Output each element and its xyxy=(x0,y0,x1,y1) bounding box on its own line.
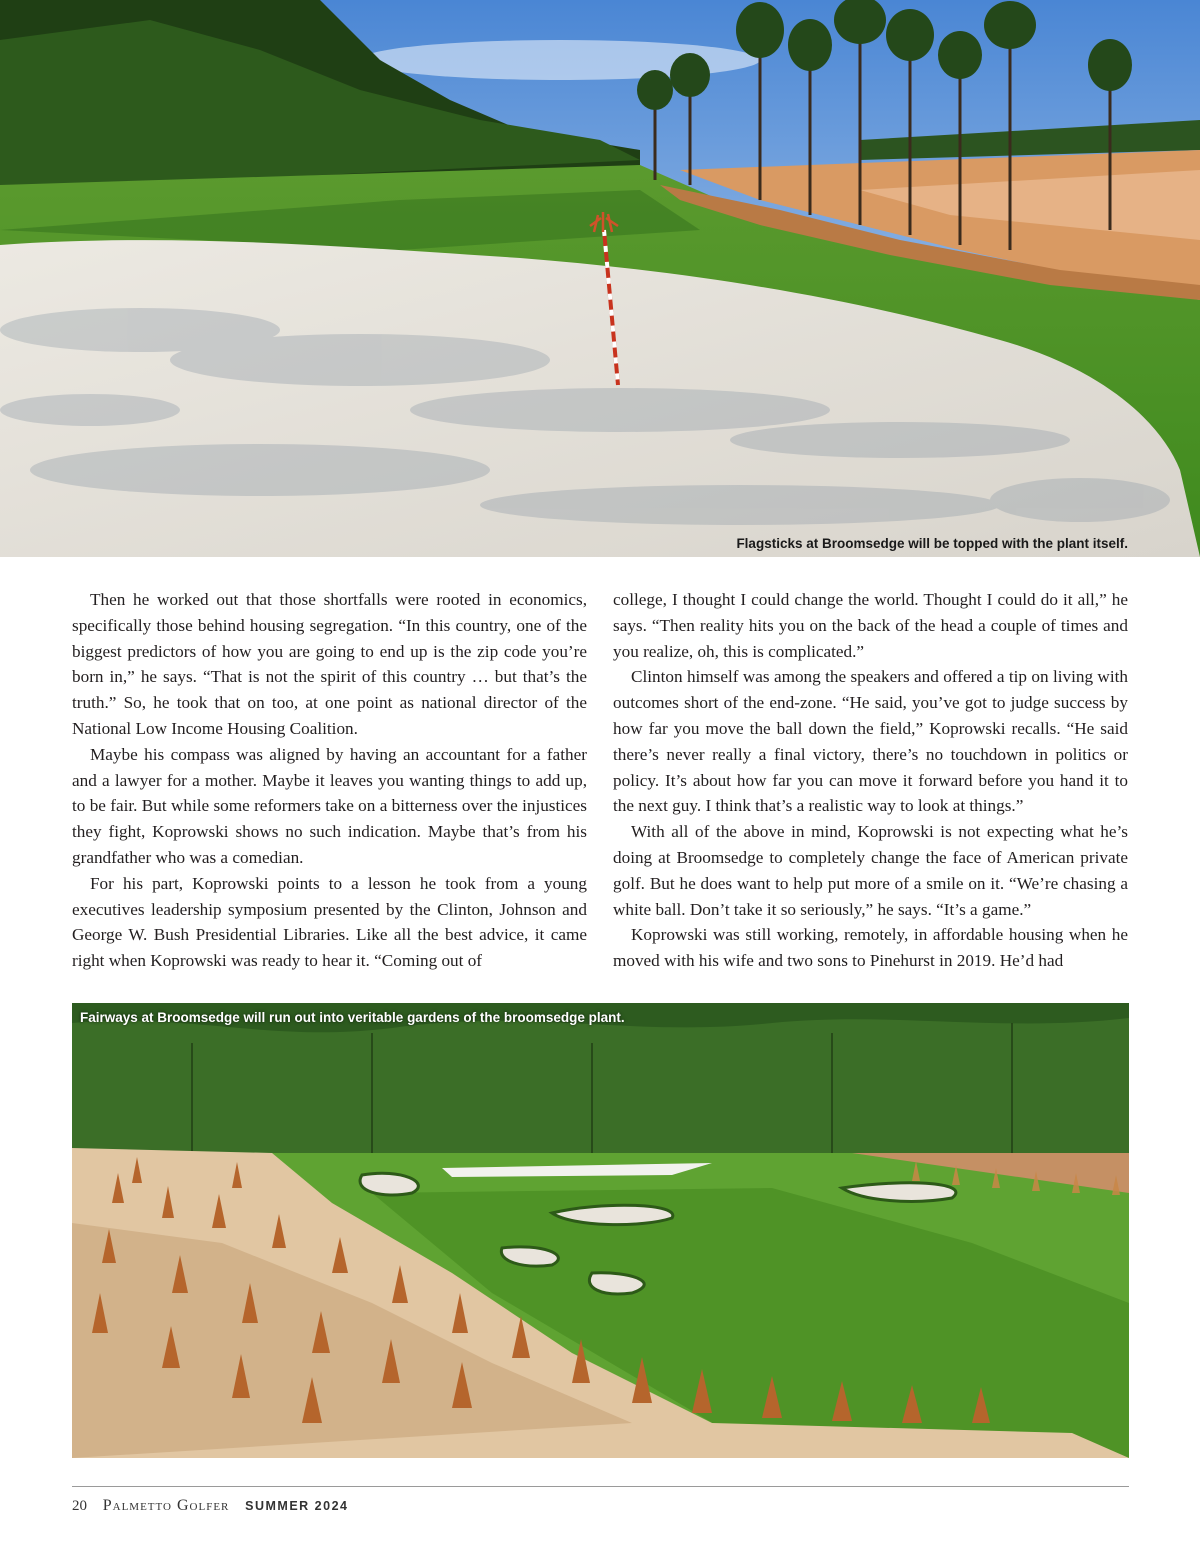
article-column-left xyxy=(72,587,587,974)
issue-label: SUMMER 2024 xyxy=(245,1499,349,1513)
bottom-photo-caption: Fairways at Broomsedge will run out into veritable gardens of the broomsedge plant. xyxy=(80,1010,625,1025)
paragraph: Maybe his compass was aligned by having an accountant for a father and a lawyer for a mother. Maybe it leaves you wanting things to add up, to be fair. But while some reformers take on a bitterness over the injustices they fight, Koprowski shows no such indication. Maybe that’s from his grandfather who was a comedian. xyxy=(72,744,587,867)
paragraph: For his part, Koprowski points to a lesson he took from a young executives leadership symposium presented by the Clinton, Johnson and George W. Bush Presidential Libraries. Like all the best advice, it came right when Koprowski was ready to hear it. “Coming out of xyxy=(72,873,587,971)
top-photo xyxy=(0,0,1200,557)
paragraph: Koprowski was still working, remotely, in affordable housing when he moved with his wife and two sons to Pinehurst in 2019. He’d had xyxy=(613,925,1128,971)
page-number: 20 xyxy=(72,1498,87,1514)
paragraph: Clinton himself was among the speakers and offered a tip on living with outcomes short of the end-zone. “He said, you’ve got to judge success by how far you move the ball down the field,” Koprowski recalls. “He said there’s never really a final victory, there’s no touchdown in politics or policy. It’s about how far you can move it forward before you hand it to the next guy. I think that’s a realistic way to look at things.” xyxy=(613,667,1128,816)
paragraph: With all of the above in mind, Koprowski is not expecting what he’s doing at Broomsedge to completely change the face of American private golf. But he does want to help put more of a smile on it. “We’re chasing a white ball. Don’t take it so seriously,” he says. “It’s a game.” xyxy=(613,822,1128,919)
paragraph: Then he worked out that those shortfalls were rooted in economics, specifically those behind housing segregation. “In this country, one of the biggest predictors of how you are going to end up is the zip code you’re born in,” he says. “That is not the spirit of this country … but that’s the truth.” So, he took that on too, at one point as national director of the National Low Income Housing Coalition. xyxy=(72,590,587,738)
page-footer xyxy=(72,1497,348,1515)
article-column-right xyxy=(613,587,1128,974)
footer-divider xyxy=(72,1486,1129,1487)
top-photo-caption: Flagsticks at Broomsedge will be topped with the plant itself. xyxy=(736,536,1128,551)
bottom-photo xyxy=(72,1003,1129,1458)
paragraph: college, I thought I could change the world. Thought I could do it all,” he says. “Then reality hits you on the back of the head a couple of times and you realize, oh, this is complicated.” xyxy=(613,590,1128,661)
publication-name: Palmetto Golfer xyxy=(102,1497,230,1514)
